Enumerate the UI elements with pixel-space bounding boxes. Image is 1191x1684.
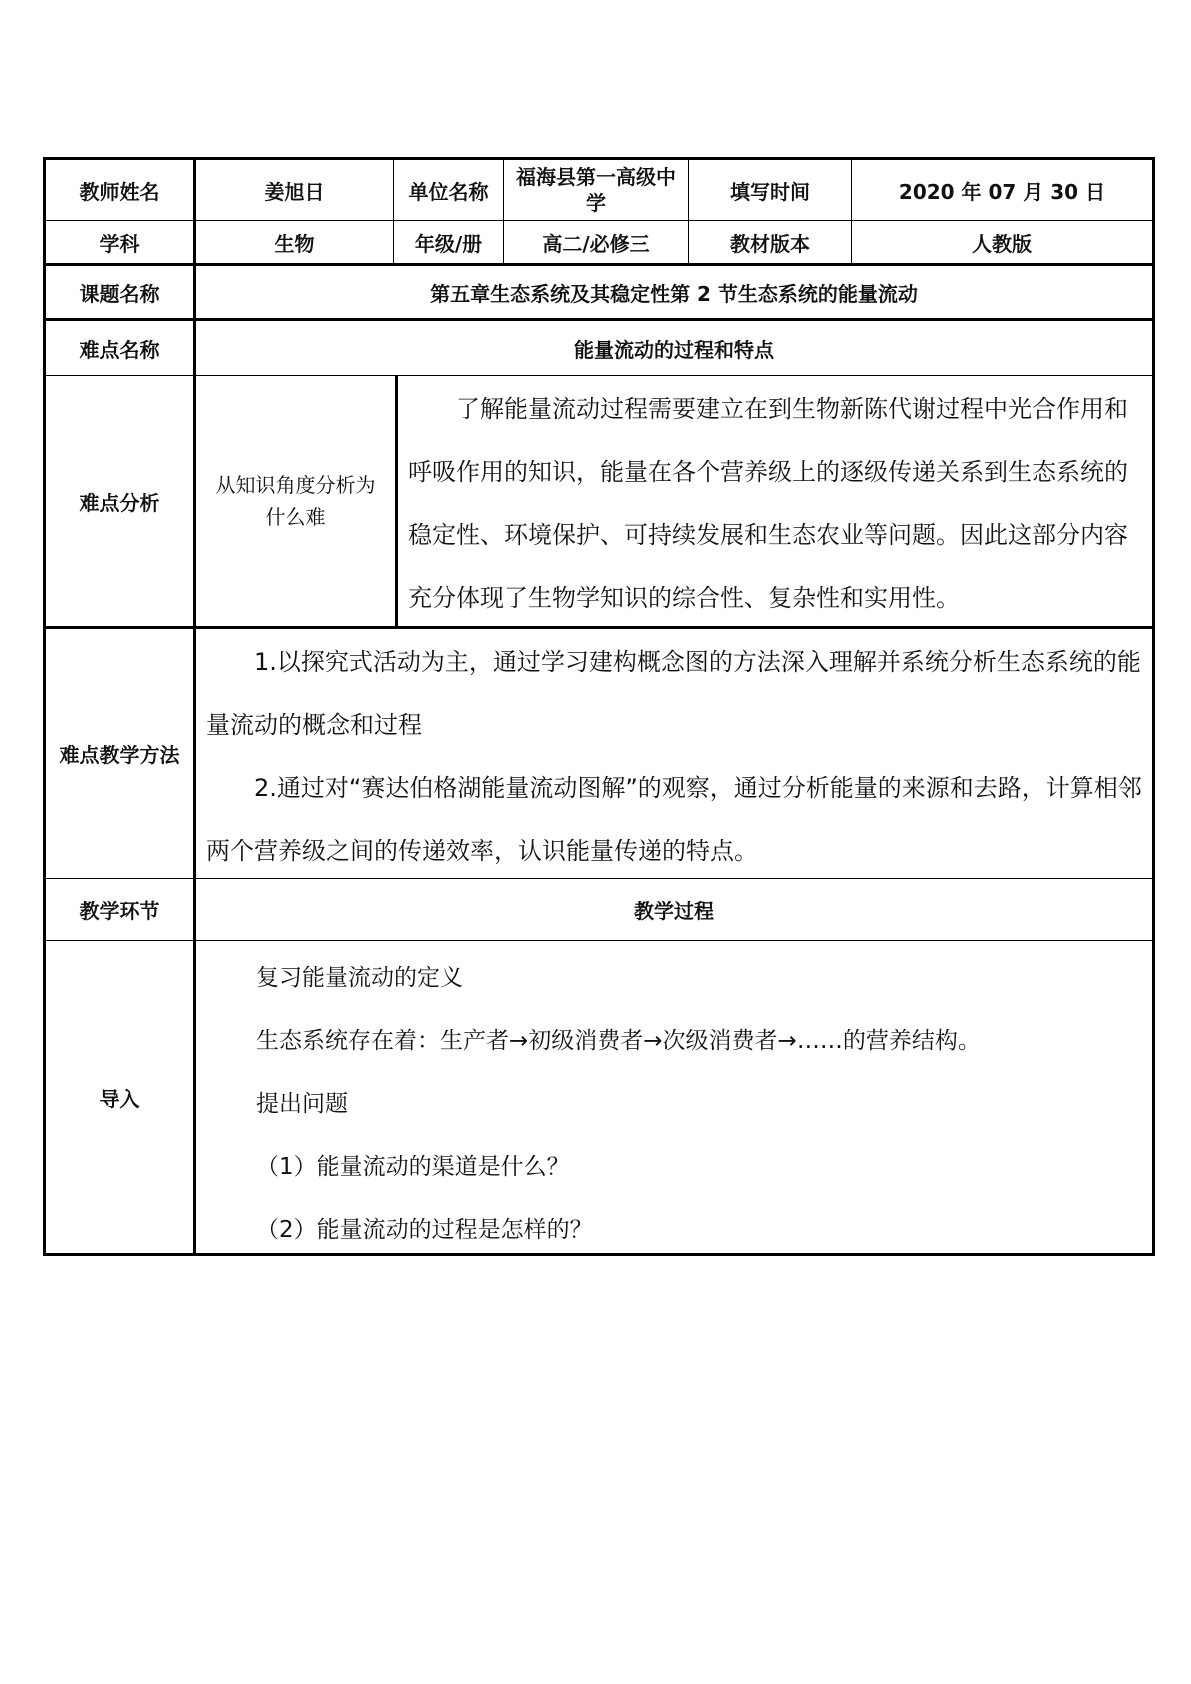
intro-line-4: （1）能量流动的渠道是什么？ [256, 1154, 570, 1180]
intro-line-5: （2）能量流动的过程是怎样的？ [256, 1217, 593, 1243]
method-row [43, 629, 1155, 879]
process-header-value: 教学过程 [634, 899, 714, 923]
difficulty-row [43, 321, 1155, 376]
method-item-1: 1.以探究式活动为主，通过学习建构概念图的方法深入理解并系统分析生态系统的能量流动的概念和过程 [206, 648, 1141, 739]
intro-text-cell [196, 941, 1152, 1253]
analysis-text: 了解能量流动过程需要建立在到生物新陈代谢过程中光合作用和呼吸作用的知识，能量在各个营养级上的逐级传递关系到生态系统的稳定性、环境保护、可持续发展和生态农业等问题。因此这部分内容充分体现了生物学知识的综合性、复杂性和实用性。 [408, 395, 1128, 612]
grade-value: 高二/必修三 [504, 221, 689, 263]
analysis-row [43, 376, 1155, 629]
difficulty-label: 难点名称 [46, 321, 196, 375]
lesson-plan-table [43, 157, 1155, 1256]
subject-label: 学科 [46, 221, 196, 263]
intro-line-1: 复习能量流动的定义 [256, 965, 463, 991]
teacher-name-label: 教师姓名 [46, 160, 196, 220]
analysis-sub-label: 从知识角度分析为什么难 [196, 376, 398, 626]
intro-label: 导入 [46, 941, 196, 1253]
teacher-name-value: 姜旭日 [196, 160, 394, 220]
topic-value: 第五章生态系统及其稳定性第 2 节生态系统的能量流动 [430, 281, 918, 306]
intro-line-2: 生态系统存在着：生产者→初级消费者→次级消费者→……的营养结构。 [256, 1028, 981, 1054]
unit-name-value: 福海县第一高级中学 [504, 160, 689, 220]
topic-row [43, 266, 1155, 321]
process-stage-label: 教学环节 [46, 879, 196, 940]
fill-date-value: 2020 年 07 月 30 日 [898, 179, 1106, 204]
header-row-2 [43, 221, 1155, 266]
analysis-label: 难点分析 [46, 376, 196, 626]
analysis-text-cell [398, 376, 1152, 626]
method-text-cell [196, 629, 1152, 878]
intro-line-3: 提出问题 [256, 1091, 348, 1117]
intro-row [43, 941, 1155, 1256]
subject-value: 生物 [196, 221, 394, 263]
header-row-1 [43, 157, 1155, 221]
process-header-row [43, 879, 1155, 941]
method-label: 难点教学方法 [46, 629, 196, 878]
unit-name-label: 单位名称 [394, 160, 504, 220]
edition-value: 人教版 [972, 231, 1032, 256]
grade-label: 年级/册 [394, 221, 504, 263]
method-item-2: 2.通过对“赛达伯格湖能量流动图解”的观察，通过分析能量的来源和去路，计算相邻两个营养级之间的传递效率，认识能量传递的特点。 [206, 774, 1142, 865]
difficulty-value: 能量流动的过程和特点 [574, 337, 774, 362]
topic-label: 课题名称 [46, 266, 196, 318]
fill-date-label: 填写时间 [689, 160, 852, 220]
edition-label: 教材版本 [689, 221, 852, 263]
